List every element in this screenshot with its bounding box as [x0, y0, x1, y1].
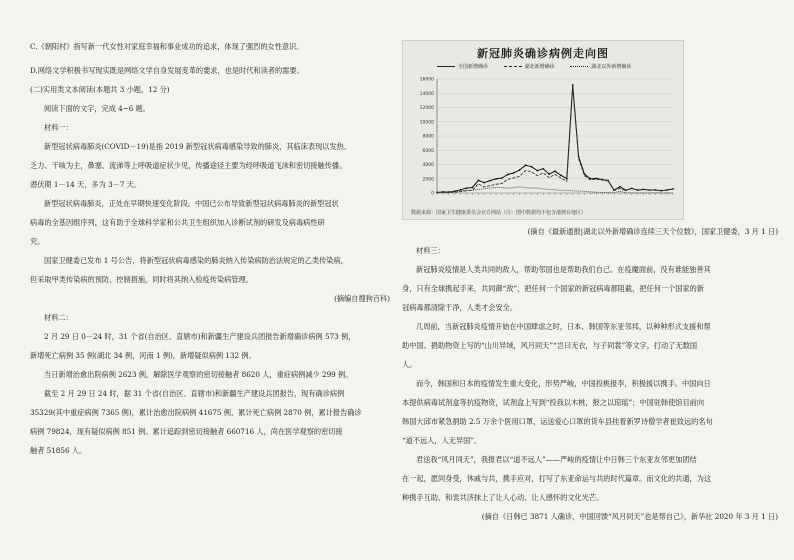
data-point — [619, 186, 621, 188]
paragraph-line: 身，只有全球携起手来，共同御“敌”，把任何一个国家的新冠病毒都阻截，把任何一个国家的新 — [402, 284, 705, 293]
source-note: (摘自《最新通报|湖北以外新增确诊连续三天个位数》，国家卫健委，3 月 1 日) — [527, 227, 778, 236]
data-point — [625, 189, 627, 191]
paragraph-line: 当日新增治愈出院病例 2623 例，解除医学观察的密切接触者 8620 人，重症病例减少 299 例。 — [44, 370, 353, 379]
chart-source: 数据来源：国家卫生健康委员会官方网站（注：图中数据均不包含港澳台地区） — [411, 210, 587, 216]
paragraph-line: 人。 — [402, 360, 417, 369]
data-point — [531, 166, 533, 168]
data-point — [513, 172, 515, 174]
y-tick-label: 16000 — [419, 77, 434, 83]
y-tick-label: 12000 — [419, 106, 434, 111]
paragraph-line: 但采取甲类传染病的预防、控制措施，同时将其纳入检疫传染病管理。 — [30, 275, 253, 284]
data-point — [507, 174, 509, 176]
chart-title: 新冠肺炎确诊病例走向图 — [477, 47, 609, 60]
paragraph-line: “道不远人，人无异国”。 — [402, 436, 482, 445]
y-tick-label: 0 — [431, 191, 434, 197]
data-point — [560, 174, 562, 176]
material-2-label: 材料二： — [44, 313, 73, 322]
paragraph-line: 几周前，当新冠肺炎疫情开始在中国肆虐之时，日本、韩国等东亚邻邦，以种种形式支援和帮 — [416, 322, 711, 331]
y-tick-label: 10000 — [419, 120, 434, 126]
legend-label-2: 湖北以外新增确诊 — [591, 64, 632, 70]
paragraph-line: 本提供病毒试剂盒等抗疫物资，试剂盒上写到“投我以木桃，报之以琼瑶”；中国驻韩使馆目前向 — [402, 398, 705, 407]
y-tick-label: 14000 — [419, 91, 434, 97]
instruction: 阅读下面的文字，完成 4~6 题。 — [44, 104, 150, 113]
data-point — [489, 180, 491, 182]
paragraph-line: 潜伏期 1－14 天，多为 3－7 天。 — [30, 180, 142, 189]
chart-plot — [403, 41, 683, 219]
option-d: D.网络文学积极书写现实既是网络文学自身发展变革的要求，也是时代和读者的需要。 — [30, 66, 304, 75]
data-point — [477, 179, 479, 181]
paragraph-line: 2 月 29 日 0－24 时，31 个省(自治区、直辖市)和新疆生产建设兵团报告新增确诊病例 573 例， — [44, 332, 356, 341]
data-point — [466, 187, 468, 189]
option-c: C.《朝阳村》指写新一代女性对家庭幸福和事业成功的追求，体现了强烈的女性意识。 — [30, 42, 304, 51]
paragraph-line: 乏力、干咳为主，鼻塞、流涕等上呼吸道症状少见，传播途径主要为经呼吸道飞沫和密切接触传播。 — [30, 161, 347, 170]
paragraph-line: 冠病毒都清除干净，人类才会安全。 — [402, 303, 518, 312]
data-point — [519, 169, 521, 171]
paragraph-line: 究。 — [30, 237, 45, 246]
data-point — [572, 84, 574, 86]
material-1-label: 材料一： — [44, 123, 73, 132]
data-point — [548, 173, 550, 175]
data-point — [495, 178, 497, 180]
paragraph-line: 病例 79824，现有疑似病例 851 例。累计追踪到密切接触者 660716 人，尚在医学观察的密切接 — [30, 427, 343, 436]
series-line-1 — [437, 87, 673, 192]
data-point — [525, 164, 527, 166]
paragraph-line: 截至 2 月 29 日 24 时，据 31 个省(自治区、直辖市)和新疆生产建设兵团报告，现有确诊病例 — [44, 389, 345, 398]
paragraph-line: 新增死亡病例 35 例(湖北 34 例，河南 1 例)，新增疑似病例 132 例。 — [30, 351, 256, 360]
paragraph-line: 新型冠状病毒肺炎(COVID－19)是指 2019 新型冠状病毒感染导致的肺炎，其临床表现以发热、 — [44, 142, 352, 151]
y-tick-label: 8000 — [422, 134, 434, 140]
data-point — [483, 182, 485, 184]
paragraph-line: 新冠肺炎疫情是人类共同的敌人，帮助邻国也是帮助我们自己。在疫魔面前，没有谁能独善其 — [416, 265, 711, 274]
section-heading: (二)实用类文本阅读(本题共 3 小题，12 分) — [30, 85, 170, 94]
series-line-0 — [437, 85, 673, 193]
y-tick-label: 4000 — [422, 163, 434, 168]
y-tick-label: 6000 — [422, 148, 434, 154]
data-point — [542, 168, 544, 170]
paragraph-line: 新型冠状病毒肺炎，正处在早期快速变化阶段。中国已公布导致新型冠状病毒肺炎的新型冠状 — [44, 199, 339, 208]
paragraph-line: 病毒的全基因组序列，这有助于全球科学家和公共卫生组织加入诊断试剂的研发及病毒病性研 — [30, 218, 325, 227]
y-tick-label: 2000 — [422, 177, 434, 183]
legend-label-0: 全国新增确诊 — [458, 64, 489, 70]
paragraph-line: 君送我“风月同天”，我报君以“道不远人”——严峻的疫情让中日韩三个东亚友邻更加团结 — [416, 455, 697, 464]
paragraph-line: 国家卫健委已发布 1 号公告，将新型冠状病毒感染的肺炎纳入传染病防治法规定的乙类传染病， — [44, 256, 348, 265]
paragraph-line: 在一起，愿同身受，休戚与共，携手应对，打写了东亚命运与共的时代篇章。而文化的共通，为这 — [402, 474, 712, 483]
paragraph-line: 触者 51856 人。 — [30, 446, 87, 455]
source-note: (摘编自搜狗百科) — [334, 294, 390, 303]
data-point — [536, 170, 538, 172]
data-point — [472, 187, 474, 189]
legend-label-1: 湖北新增确诊 — [524, 64, 555, 70]
paragraph-line: 种携手互助、和衷共济抹上了让人心动、让人感怀的文化光芒。 — [402, 493, 604, 502]
paragraph-line: 而今，韩国和日本的疫情发生重大变化，形势严峻，中国投桃报李，积极援以携手。中国向日 — [416, 379, 711, 388]
paragraph-line: 韩国大邱市紧急捐助 2.5 万余个医用口罩，运送爱心口罩的货车县挂着新罗诗僧学者崔致远的名句 — [402, 417, 713, 426]
case-trend-chart — [402, 40, 684, 220]
data-point — [501, 177, 503, 179]
data-point — [554, 170, 556, 172]
source-note: (摘自《日韩已 3871 人确诊，中国回馈“风月同天”也是帮自己》，新华社 2020 年 3 月 1 日) — [481, 512, 778, 521]
paragraph-line: 助中国。捐助物资上写的“山川异域，风月同天”“岂曰无衣，与子同裳”等文字，打动了无数国 — [402, 341, 698, 350]
data-point — [460, 189, 462, 191]
material-3-label: 材料三： — [416, 246, 445, 255]
paragraph-line: 35329(其中重症病例 7365 例)，累计治愈出院病例 41675 例，累计死亡病例 2870 例，累计报告确诊 — [30, 408, 362, 417]
